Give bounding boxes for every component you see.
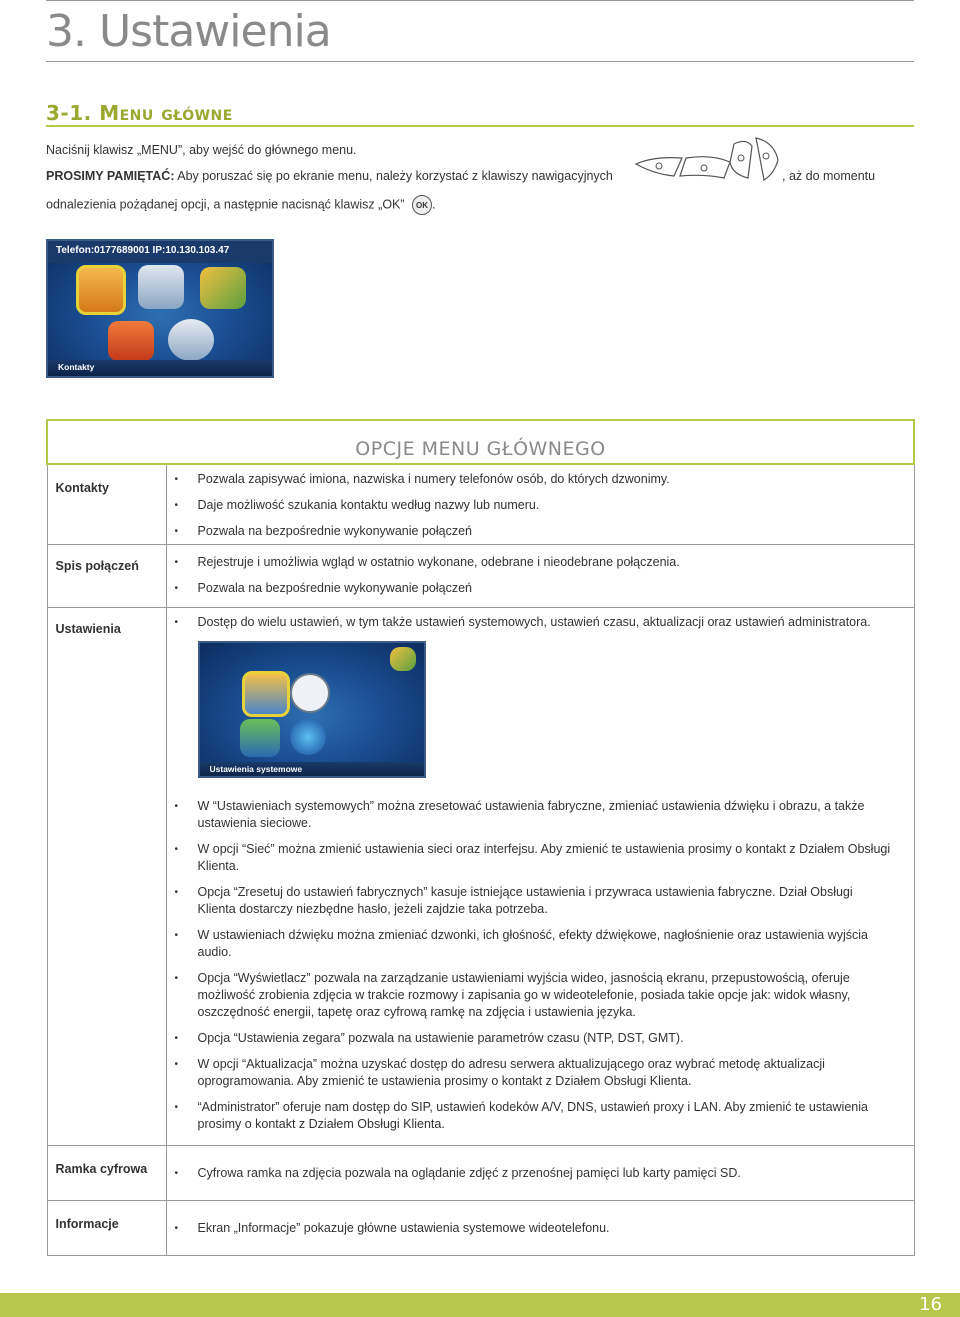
intro-line-2-tail: , aż do momentu <box>782 169 876 183</box>
list-item: • Opcja “Zresetuj do ustawień fabrycznych” kasuje istniejące ustawienia i przywraca ustawienia fabryczne. Dział Obsługi Klienta dostarczy niezbędne hasło, jeżeli zajdzie taka potrzeba. <box>198 884 894 918</box>
list-item: • W “Ustawieniach systemowych” można zresetować ustawienia fabryczne, zmieniać ustawienia dźwięku i obrazu, a także ustawienia sieciowe. <box>198 798 894 832</box>
table-title: OPCJE MENU GŁÓWNEGO <box>355 438 606 460</box>
ok-key-icon <box>412 195 432 215</box>
footer-bar <box>0 1293 960 1317</box>
list-item: • W ustawieniach dźwięku można zmieniać dzwonki, ich głośność, efekty dźwiękowe, nagłośnienie oraz ustawienia wyjścia audio. <box>198 927 894 961</box>
bullet-list <box>167 614 894 631</box>
ok-key-label: OK <box>416 201 429 210</box>
photo-frame-icon <box>108 321 154 361</box>
table-header-row <box>47 420 914 464</box>
page-title: 3. Ustawienia <box>46 6 331 57</box>
row-label: Spis połączeń <box>47 544 166 607</box>
table-row <box>47 1200 914 1255</box>
list-item: • Daje możliwość szukania kontaktu według nazwy lub numeru. <box>198 497 914 514</box>
list-item: • Ekran „Informacje” pokazuje główne ustawienia systemowe wideotelefonu. <box>198 1220 914 1237</box>
remember-label: PROSIMY PAMIĘTAĆ: <box>46 169 175 183</box>
network-icon <box>240 719 280 757</box>
list-item: • Cyfrowa ramka na zdjęcia pozwala na oglądanie zdjęć z przenośnej pamięci lub karty pamięci SD. <box>198 1165 914 1182</box>
intro-line-3 <box>46 195 436 215</box>
list-item: • Pozwala zapisywać imiona, nazwiska i numery telefonów osób, do których dzwonimy. <box>198 471 914 488</box>
clock-icon <box>290 673 330 713</box>
options-table <box>46 419 915 1256</box>
call-log-icon <box>138 265 184 309</box>
table-row <box>47 544 914 607</box>
section-title <box>46 101 233 125</box>
remember-text: Aby poruszać się po ekranie menu, należy korzystać z klawiszy nawigacyjnych <box>174 169 613 183</box>
list-item: • Pozwala na bezpośrednie wykonywanie połączeń <box>198 523 914 540</box>
list-item: • Opcja “Wyświetlacz” pozwala na zarządzanie ustawieniami wyjścia wideo, jasnością ekranu, przepustowością, oferuje możliwość zrobienia zdjęcia w trakcie rozmowy i zapisania go w wideotelefonie, posiada takie opcje jak: widok własny, oszczędność energii, tapetę oraz cyfrową ramkę na zdjęcia i ustawienia języka. <box>198 970 894 1021</box>
list-item: • Dostęp do wielu ustawień, w tym także ustawień systemowych, ustawień czasu, aktualizacji oraz ustawień administratora. <box>198 614 894 631</box>
update-icon <box>390 647 416 671</box>
address-book-icon <box>76 265 126 315</box>
row-label: Kontakty <box>47 464 166 544</box>
table-row <box>47 1145 914 1200</box>
status-bar <box>48 241 272 263</box>
globe-icon <box>290 719 326 755</box>
screen-caption: Kontakty <box>58 362 95 372</box>
list-item: • Opcja “Ustawienia zegara” pozwala na ustawienie parametrów czasu (NTP, DST, GMT). <box>198 1030 894 1047</box>
list-item: • W opcji “Aktualizacja” można uzyskać dostęp do adresu serwera aktualizującego oraz wybrać metodę aktualizacji oprogramowania. Aby zmienić te ustawienia prosimy o kontakt z Działem Obsługi Klienta. <box>198 1056 894 1090</box>
intro-line-2 <box>46 168 613 184</box>
row-label: Ustawienia <box>47 607 166 1145</box>
bullet-list <box>167 1220 914 1237</box>
status-text: Telefon:0177689001 IP:10.130.103.47 <box>56 245 230 256</box>
section-title-text: 3-1. Menu główne <box>46 101 233 125</box>
system-settings-icon <box>242 671 290 717</box>
section-rule <box>46 125 914 127</box>
title-rule <box>46 61 914 62</box>
screen-caption-bar <box>48 360 272 376</box>
system-settings-screenshot <box>198 641 426 778</box>
list-item: • Rejestruje i umożliwia wgląd w ostatnio wykonane, odebrane i nieodebrane połączenia. <box>198 554 914 571</box>
screen-caption: Ustawienia systemowe <box>209 763 303 774</box>
row-label: Ramka cyfrowa <box>47 1145 166 1200</box>
bullet-list <box>167 471 914 540</box>
table-title-cell <box>47 420 914 464</box>
screen-caption-bar <box>200 762 424 776</box>
navigation-keys-icon <box>634 134 780 182</box>
row-content <box>166 607 914 1145</box>
tools-icon <box>200 267 246 309</box>
row-content <box>166 464 914 544</box>
row-content <box>166 1145 914 1200</box>
table-row <box>47 607 914 1145</box>
list-item: • W opcji “Sieć” można zmienić ustawienia sieci oraz interfejsu. Aby zmienić te ustawienia prosimy o kontakt z Działem Obsługi Klienta. <box>198 841 894 875</box>
top-rule <box>46 0 914 1</box>
bullet-list <box>167 798 894 1133</box>
list-item: • “Administrator” oferuje nam dostęp do SIP, ustawień kodeków A/V, DNS, ustawień proxy i LAN. Aby zmienić te ustawienia prosimy o kontakt z Działem Obsługi Klienta. <box>198 1099 894 1133</box>
page-number: 16 <box>919 1294 942 1315</box>
list-item: • Pozwala na bezpośrednie wykonywanie połączeń <box>198 580 914 597</box>
intro-line-1: Naciśnij klawisz „MENU”, aby wejść do głównego menu. <box>46 143 357 157</box>
intro-line-3-text: odnalezienia pożądanej opcji, a następnie nacisnąć klawisz „OK” <box>46 197 405 212</box>
row-label: Informacje <box>47 1200 166 1255</box>
bullet-list <box>167 1165 914 1182</box>
bullet-list <box>167 554 914 597</box>
row-content <box>166 1200 914 1255</box>
intro-line-3-end: . <box>432 197 436 212</box>
row-content <box>166 544 914 607</box>
table-row <box>47 464 914 544</box>
info-icon <box>168 319 214 361</box>
main-menu-screenshot <box>46 239 274 378</box>
